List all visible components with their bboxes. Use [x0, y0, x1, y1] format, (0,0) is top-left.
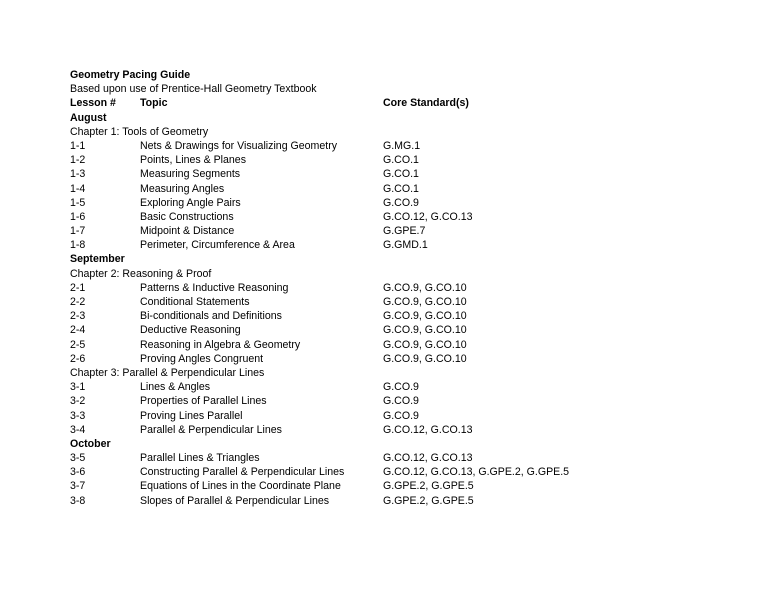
- core-standard: G.CO.9, G.CO.10: [383, 338, 467, 351]
- lesson-number: 3-1: [70, 381, 86, 394]
- core-standard: G.CO.9, G.CO.10: [383, 352, 467, 365]
- core-standard: G.CO.9: [383, 409, 419, 422]
- lesson-topic: Measuring Segments: [140, 168, 241, 181]
- lesson-number: 2-6: [70, 352, 86, 365]
- lesson-row: [70, 182, 750, 196]
- core-standard: G.CO.1: [383, 168, 419, 181]
- lesson-number: 3-8: [70, 494, 86, 507]
- lesson-number: 2-5: [70, 338, 86, 351]
- month-heading-september: September: [70, 253, 125, 266]
- lesson-row: [70, 423, 750, 437]
- lesson-topic: Constructing Parallel & Perpendicular Lines: [140, 466, 345, 479]
- lesson-topic: Equations of Lines in the Coordinate Plane: [140, 480, 341, 493]
- lesson-row: [70, 139, 750, 153]
- lesson-number: 1-4: [70, 182, 86, 195]
- lesson-number: 1-7: [70, 225, 86, 238]
- core-standard: G.GMD.1: [383, 239, 428, 252]
- lesson-topic: Reasoning in Algebra & Geometry: [140, 338, 301, 351]
- lesson-number: 1-8: [70, 239, 86, 252]
- lesson-topic: Exploring Angle Pairs: [140, 196, 241, 209]
- header-standard: Core Standard(s): [383, 97, 469, 110]
- rows-chapter-3-october: [70, 451, 750, 508]
- lesson-topic: Midpoint & Distance: [140, 225, 235, 238]
- lesson-row: [70, 451, 750, 465]
- lesson-row: [70, 210, 750, 224]
- chapter-heading-3: Chapter 3: Parallel & Perpendicular Lines: [70, 366, 265, 379]
- core-standard: G.CO.9: [383, 395, 419, 408]
- lesson-topic: Properties of Parallel Lines: [140, 395, 267, 408]
- lesson-topic: Proving Lines Parallel: [140, 409, 243, 422]
- lesson-topic: Parallel Lines & Triangles: [140, 452, 260, 465]
- lesson-number: 1-6: [70, 210, 86, 223]
- document-title: Geometry Pacing Guide: [70, 69, 191, 81]
- core-standard: G.CO.9, G.CO.10: [383, 324, 467, 337]
- lesson-row: [70, 352, 750, 366]
- lesson-row: [70, 153, 750, 167]
- core-standard: G.CO.9, G.CO.10: [383, 281, 467, 294]
- chapter-heading-2: Chapter 2: Reasoning & Proof: [70, 267, 212, 280]
- column-headers: [70, 96, 750, 110]
- month-heading-august: August: [70, 111, 107, 124]
- pacing-guide: [70, 68, 750, 508]
- lesson-row: [70, 394, 750, 408]
- lesson-number: 3-7: [70, 480, 86, 493]
- lesson-topic: Basic Constructions: [140, 210, 234, 223]
- lesson-row: [70, 409, 750, 423]
- lesson-row: [70, 338, 750, 352]
- lesson-number: 1-1: [70, 139, 86, 152]
- core-standard: G.MG.1: [383, 139, 421, 152]
- header-topic: Topic: [140, 97, 168, 110]
- header-lesson: Lesson #: [70, 97, 116, 110]
- lesson-row: [70, 380, 750, 394]
- lesson-number: 3-2: [70, 395, 86, 408]
- lesson-number: 2-4: [70, 324, 86, 337]
- core-standard: G.GPE.2, G.GPE.5: [383, 480, 474, 493]
- document-subtitle: Based upon use of Prentice-Hall Geometry Textbook: [70, 83, 317, 96]
- lesson-row: [70, 479, 750, 493]
- lesson-topic: Slopes of Parallel & Perpendicular Lines: [140, 494, 330, 507]
- month-heading-october: October: [70, 437, 111, 450]
- lesson-number: 1-2: [70, 154, 86, 167]
- lesson-row: [70, 238, 750, 252]
- lesson-topic: Deductive Reasoning: [140, 324, 241, 337]
- lesson-number: 1-3: [70, 168, 86, 181]
- lesson-number: 2-2: [70, 296, 86, 308]
- lesson-row: [70, 494, 750, 508]
- lesson-number: 3-5: [70, 452, 86, 465]
- lesson-row: [70, 295, 750, 309]
- lesson-topic: Measuring Angles: [140, 182, 225, 195]
- core-standard: G.CO.9, G.CO.10: [383, 296, 467, 308]
- rows-chapter-3-august: [70, 380, 750, 437]
- rows-chapter-1: [70, 139, 750, 253]
- core-standard: G.CO.9, G.CO.10: [383, 310, 467, 323]
- lesson-number: 1-5: [70, 196, 86, 209]
- lesson-number: 3-4: [70, 423, 86, 436]
- core-standard: G.GPE.7: [383, 225, 426, 238]
- lesson-row: [70, 323, 750, 337]
- core-standard: G.CO.1: [383, 182, 419, 195]
- core-standard: G.CO.12, G.CO.13, G.GPE.2, G.GPE.5: [383, 466, 570, 479]
- lesson-row: [70, 167, 750, 181]
- core-standard: G.CO.9: [383, 196, 419, 209]
- lesson-row: [70, 224, 750, 238]
- core-standard: G.CO.1: [383, 154, 419, 167]
- lesson-row: [70, 281, 750, 295]
- core-standard: G.CO.12, G.CO.13: [383, 452, 473, 465]
- core-standard: G.CO.9: [383, 381, 419, 394]
- lesson-row: [70, 465, 750, 479]
- lesson-topic: Proving Angles Congruent: [140, 352, 264, 365]
- lesson-number: 3-3: [70, 409, 86, 422]
- lesson-topic: Patterns & Inductive Reasoning: [140, 281, 289, 294]
- lesson-topic: Perimeter, Circumference & Area: [140, 239, 295, 252]
- rows-chapter-2: [70, 281, 750, 366]
- lesson-number: 3-6: [70, 466, 86, 479]
- lesson-number: 2-3: [70, 310, 86, 323]
- lesson-topic: Points, Lines & Planes: [140, 154, 246, 167]
- lesson-row: [70, 309, 750, 323]
- lesson-number: 2-1: [70, 281, 86, 294]
- lesson-topic: Lines & Angles: [140, 381, 211, 394]
- lesson-topic: Nets & Drawings for Visualizing Geometry: [140, 139, 338, 152]
- lesson-topic: Bi-conditionals and Definitions: [140, 310, 282, 323]
- chapter-heading-1: Chapter 1: Tools of Geometry: [70, 125, 209, 138]
- lesson-topic: Conditional Statements: [140, 296, 250, 308]
- core-standard: G.CO.12, G.CO.13: [383, 210, 473, 223]
- lesson-row: [70, 196, 750, 210]
- lesson-topic: Parallel & Perpendicular Lines: [140, 423, 282, 436]
- core-standard: G.GPE.2, G.GPE.5: [383, 494, 474, 507]
- core-standard: G.CO.12, G.CO.13: [383, 423, 473, 436]
